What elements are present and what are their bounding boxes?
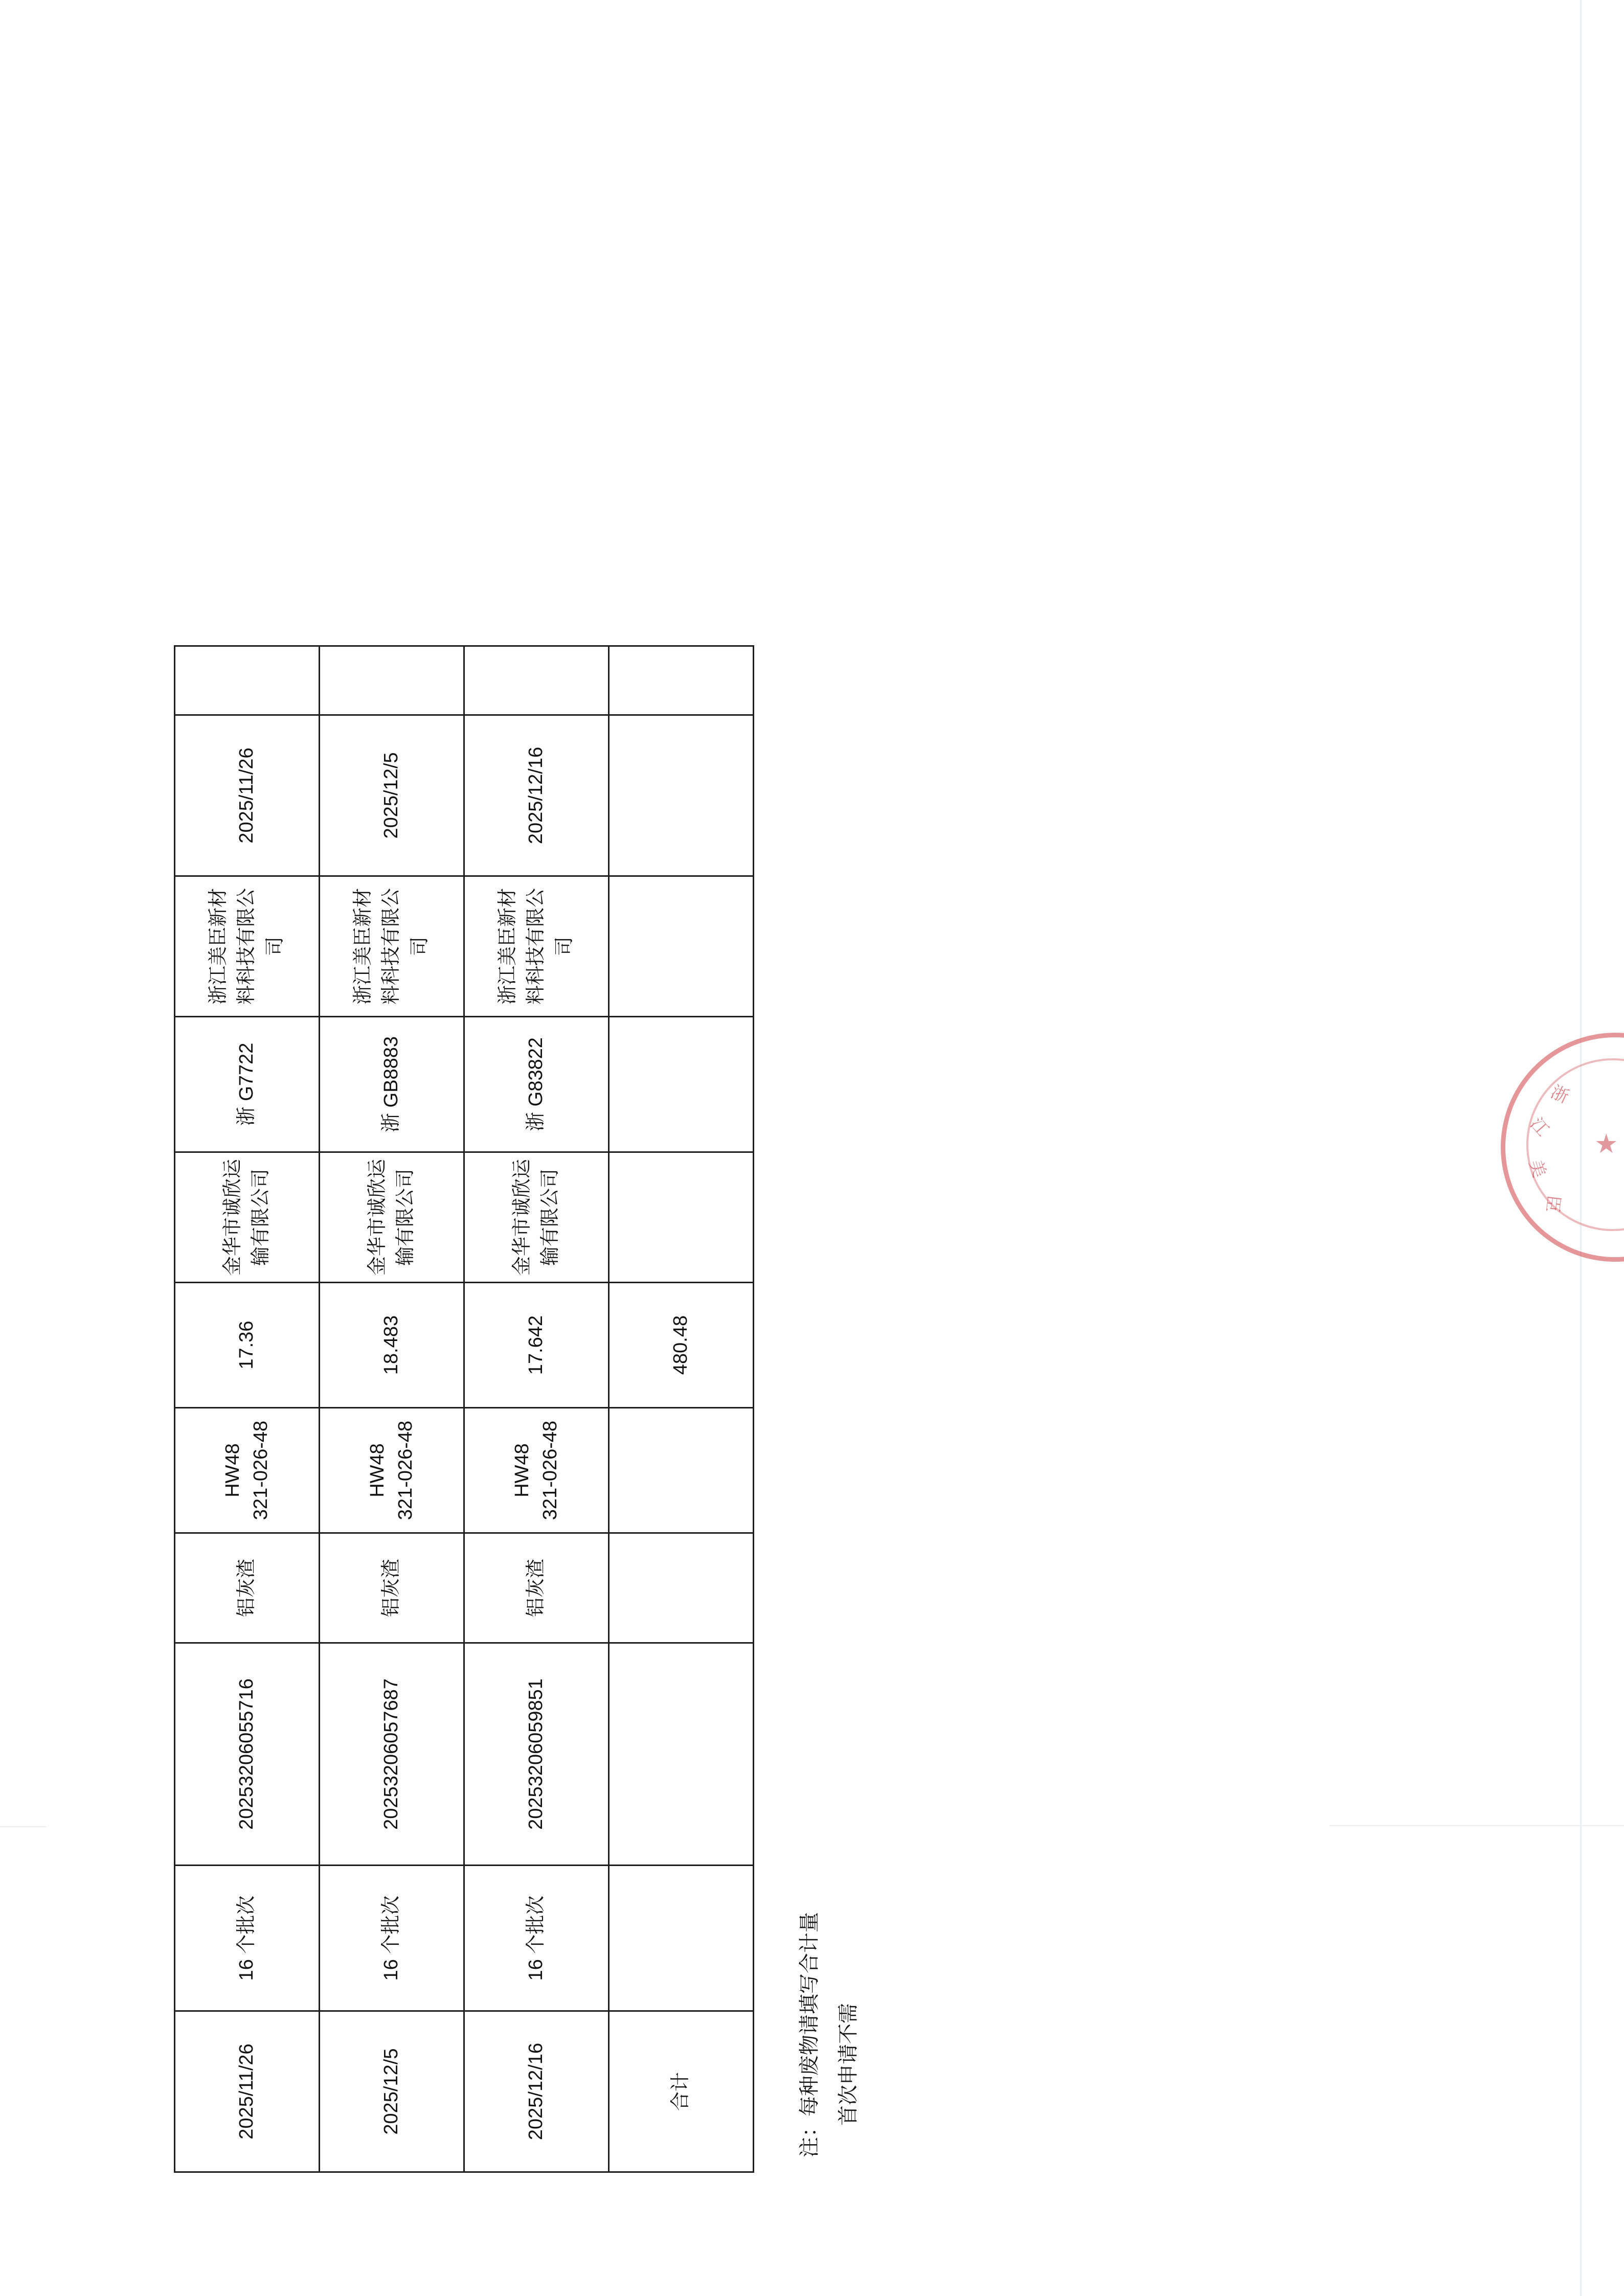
cell-receive-date: 2025/12/16 (464, 715, 609, 876)
waste-category-code: HW48 (221, 1443, 243, 1497)
cell-carrier: 金华市诚欣运输有限公司 (464, 1152, 609, 1283)
cell-total-receive-date (609, 715, 754, 876)
cell-carrier: 金华市诚欣运输有限公司 (175, 1152, 320, 1283)
cell-transfer-date: 2025/12/5 (320, 2011, 464, 2172)
cell-total-category (609, 1408, 754, 1533)
cell-total-plate (609, 1017, 754, 1152)
cell-manifest-code: 20253206059851 (464, 1643, 609, 1866)
waste-category-number: 321-026-48 (250, 1420, 272, 1520)
cell-total-remark (609, 646, 754, 715)
cell-manifest-code: 20253206057687 (320, 1643, 464, 1866)
cell-receiver: 浙江美臣新材料科技有限公司 (320, 876, 464, 1017)
cell-waste-name: 铝灰渣 (175, 1533, 320, 1643)
cell-total-label: 合计 (609, 2011, 754, 2172)
cell-total-quantity: 480.48 (609, 1283, 754, 1408)
rotated-content (174, 645, 868, 2173)
cell-total-code (609, 1643, 754, 1866)
cell-quantity: 17.642 (464, 1283, 609, 1408)
seal-star-icon: ★ (1594, 1129, 1618, 1159)
cell-total-batch (609, 1866, 754, 2011)
table-footnote (790, 645, 868, 2173)
cell-waste-name: 铝灰渣 (464, 1533, 609, 1643)
seal-char-2: 江 (1526, 1114, 1553, 1140)
cell-carrier: 金华市诚欣运输有限公司 (320, 1152, 464, 1283)
cell-quantity: 18.483 (320, 1283, 464, 1408)
table-total-row (609, 646, 754, 2172)
cell-batch-count: 16 个批次 (464, 1866, 609, 2011)
table-row (464, 646, 609, 2172)
cell-receive-date: 2025/11/26 (175, 715, 320, 876)
cell-receive-date: 2025/12/5 (320, 715, 464, 876)
cell-waste-name: 铝灰渣 (320, 1533, 464, 1643)
cell-transfer-date: 2025/12/16 (464, 2011, 609, 2172)
cell-remark (175, 646, 320, 715)
cell-total-receiver (609, 876, 754, 1017)
cell-remark (320, 646, 464, 715)
cell-waste-category (464, 1408, 609, 1533)
cell-total-carrier (609, 1152, 754, 1283)
cell-vehicle-plate: 浙 GB8883 (320, 1017, 464, 1152)
waste-category-number: 321-026-48 (539, 1420, 561, 1520)
waste-category-number: 321-026-48 (395, 1420, 416, 1520)
footnote-line-1: 注：每种废物请填写合计量 (798, 1912, 821, 2157)
cell-remark (464, 646, 609, 715)
cell-batch-count: 16 个批次 (320, 1866, 464, 2011)
cell-quantity: 17.36 (175, 1283, 320, 1408)
cell-batch-count: 16 个批次 (175, 1866, 320, 2011)
seal-char-4: 臣 (1542, 1194, 1564, 1214)
cell-receiver: 浙江美臣新材料科技有限公司 (175, 876, 320, 1017)
footnote-line-2: 首次申请不需 (837, 2003, 860, 2126)
cell-vehicle-plate: 浙 G7722 (175, 1017, 320, 1152)
table-row (320, 646, 464, 2172)
cell-total-name (609, 1533, 754, 1643)
seal-char-3: 美 (1525, 1157, 1549, 1180)
table-row (175, 646, 320, 2172)
cell-waste-category (175, 1408, 320, 1533)
waste-category-code: HW48 (366, 1443, 388, 1497)
cell-receiver: 浙江美臣新材料科技有限公司 (464, 876, 609, 1017)
seal-char-1: 浙 (1547, 1082, 1572, 1107)
hazardous-waste-transfer-table (174, 645, 754, 2173)
cell-manifest-code: 20253206055716 (175, 1643, 320, 1866)
cell-transfer-date: 2025/11/26 (175, 2011, 320, 2172)
cell-waste-category (320, 1408, 464, 1533)
waste-category-code: HW48 (511, 1443, 533, 1497)
cell-vehicle-plate: 浙 G83822 (464, 1017, 609, 1152)
